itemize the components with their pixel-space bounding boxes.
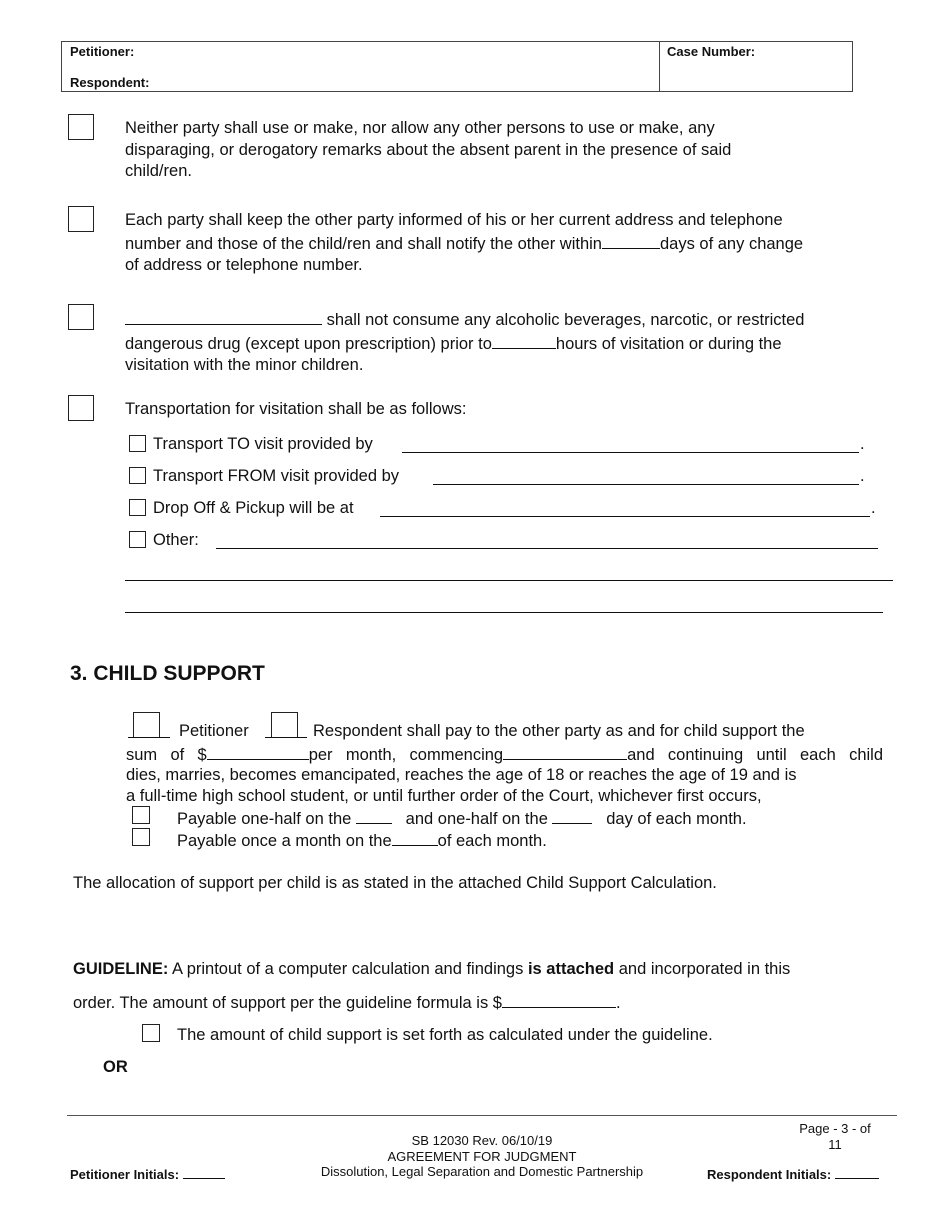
alcohol-line-1-text: shall not consume any alcoholic beverages, narcotic, or restricted	[326, 311, 805, 329]
page-total: 11	[828, 1136, 842, 1152]
payable-half-c: day of each month.	[606, 810, 747, 828]
guideline-label: GUIDELINE:	[73, 960, 169, 978]
guideline-line-2	[73, 991, 621, 1015]
address-line-1: Each party shall keep the other party informed of his or her current address and telephone	[125, 211, 783, 229]
payable-monthly-b: of each month.	[437, 832, 547, 850]
form-id: SB 12030 Rev. 06/10/19	[411, 1133, 553, 1148]
transport-from-blank[interactable]	[433, 484, 859, 485]
guideline-b: and incorporated in this	[618, 960, 791, 978]
notify-days-blank[interactable]	[602, 232, 660, 249]
guideline-amount-blank[interactable]	[502, 991, 616, 1008]
respondent-label: Respondent:	[70, 75, 150, 90]
petitioner-label: Petitioner:	[70, 44, 135, 59]
page-number	[780, 1121, 890, 1152]
transport-other-label: Other:	[153, 531, 199, 549]
transport-to-period: .	[860, 435, 865, 453]
commencing-label: per month, commencing	[308, 746, 504, 764]
petitioner-pays-label: Petitioner	[179, 722, 249, 740]
disparaging-line-3: child/ren.	[125, 162, 192, 180]
monthly-amount-blank[interactable]	[207, 743, 309, 760]
address-checkbox[interactable]	[68, 206, 94, 232]
respondent-initials-blank[interactable]	[835, 1166, 879, 1179]
payable-half-a: Payable one-half on the	[177, 810, 352, 828]
address-text	[125, 210, 905, 277]
alcohol-line-2	[125, 332, 905, 356]
case-number-label: Case Number:	[667, 44, 756, 59]
support-line-2	[126, 743, 883, 767]
dropoff-checkbox[interactable]	[129, 499, 146, 516]
payable-half-checkbox[interactable]	[132, 806, 150, 824]
sum-label: sum of $	[126, 746, 207, 764]
transport-to-checkbox[interactable]	[129, 435, 146, 452]
dropoff-period: .	[871, 499, 876, 517]
alcohol-line-3: visitation with the minor children.	[125, 356, 364, 374]
payable-half-b: and one-half on the	[405, 810, 548, 828]
alcohol-line-1	[125, 308, 905, 332]
guideline-a: A printout of a computer calculation and findings	[172, 960, 524, 978]
alcohol-line-2b: hours of visitation or during the	[555, 334, 782, 353]
alcohol-text	[125, 308, 905, 377]
guideline-line-1	[73, 959, 893, 981]
as-calculated-text: The amount of child support is set forth as calculated under the guideline.	[177, 1026, 713, 1044]
page-label: Page - 3 - of	[799, 1121, 871, 1136]
payable-monthly-checkbox[interactable]	[132, 828, 150, 846]
first-half-day-blank[interactable]	[356, 807, 392, 824]
transport-from-period: .	[860, 467, 865, 485]
guideline-period: .	[615, 994, 621, 1012]
petitioner-initials-label: Petitioner Initials:	[70, 1167, 180, 1182]
as-calculated-checkbox[interactable]	[142, 1024, 160, 1042]
second-half-day-blank[interactable]	[552, 807, 592, 824]
form-subtitle: Dissolution, Legal Separation and Domestic Partnership	[320, 1164, 644, 1179]
respondent-initials-label: Respondent Initials:	[707, 1167, 832, 1182]
allocation-text: The allocation of support per child is as stated in the attached Child Support Calculation.	[73, 874, 717, 892]
or-label: OR	[103, 1058, 128, 1076]
address-line-2b: days of any change	[659, 234, 804, 253]
child-support-heading: 3. CHILD SUPPORT	[70, 662, 265, 685]
transport-extra-line-2[interactable]	[125, 612, 883, 613]
disparaging-line-1: Neither party shall use or make, nor allow any other persons to use or make, any	[125, 119, 715, 137]
transport-other-checkbox[interactable]	[129, 531, 146, 548]
support-line-3: dies, marries, becomes emancipated, reaches the age of 18 or reaches the age of 19 and is	[126, 766, 797, 784]
alcohol-checkbox[interactable]	[68, 304, 94, 330]
alcohol-line-2a: dangerous drug (except upon prescription) prior to	[125, 334, 492, 353]
payable-monthly-line	[177, 829, 547, 853]
transport-intro: Transportation for visitation shall be as follows:	[125, 400, 467, 418]
transport-from-label: Transport FROM visit provided by	[153, 467, 400, 485]
transport-to-label: Transport TO visit provided by	[153, 435, 373, 453]
transport-from-checkbox[interactable]	[129, 467, 146, 484]
address-line-2	[125, 232, 905, 256]
payable-monthly-a: Payable once a month on the	[177, 832, 392, 850]
form-title: AGREEMENT FOR JUDGMENT	[387, 1148, 577, 1164]
guideline-amount-label: order. The amount of support per the guideline formula is $	[73, 994, 502, 1012]
support-line-4: a full-time high school student, or until further order of the Court, whichever first occurs,	[126, 787, 762, 805]
disparaging-text	[125, 118, 895, 183]
transport-extra-line-1[interactable]	[125, 580, 893, 581]
transport-checkbox[interactable]	[68, 395, 94, 421]
support-line-1: Respondent shall pay to the other party as and for child support the	[313, 722, 805, 740]
respondent-pays-underline	[265, 737, 307, 738]
caption-divider	[659, 41, 660, 92]
petitioner-initials	[70, 1166, 225, 1183]
alcohol-party-blank[interactable]	[125, 308, 322, 325]
disparaging-checkbox[interactable]	[68, 114, 94, 140]
respondent-initials	[707, 1166, 879, 1183]
alcohol-hours-blank[interactable]	[492, 332, 556, 349]
dropoff-label: Drop Off & Pickup will be at	[153, 499, 354, 517]
address-line-2a: number and those of the child/ren and shall notify the other within	[125, 234, 602, 253]
petitioner-initials-blank[interactable]	[183, 1166, 225, 1179]
continuing-label: and continuing until each child	[627, 746, 884, 764]
disparaging-line-2: disparaging, or derogatory remarks about the absent parent in the presence of said	[125, 140, 732, 159]
petitioner-pays-underline	[128, 737, 170, 738]
footer-rule	[67, 1115, 897, 1116]
petitioner-pays-checkbox[interactable]	[133, 712, 160, 737]
transport-to-blank[interactable]	[402, 452, 859, 453]
payable-half-line	[177, 807, 747, 831]
address-line-3: of address or telephone number.	[125, 256, 363, 274]
transport-other-blank[interactable]	[216, 548, 878, 549]
guideline-attached: is attached	[527, 960, 615, 978]
form-info	[282, 1133, 682, 1180]
monthly-day-blank[interactable]	[392, 829, 438, 846]
respondent-pays-checkbox[interactable]	[271, 712, 298, 737]
commencing-date-blank[interactable]	[503, 743, 627, 760]
dropoff-blank[interactable]	[380, 516, 870, 517]
